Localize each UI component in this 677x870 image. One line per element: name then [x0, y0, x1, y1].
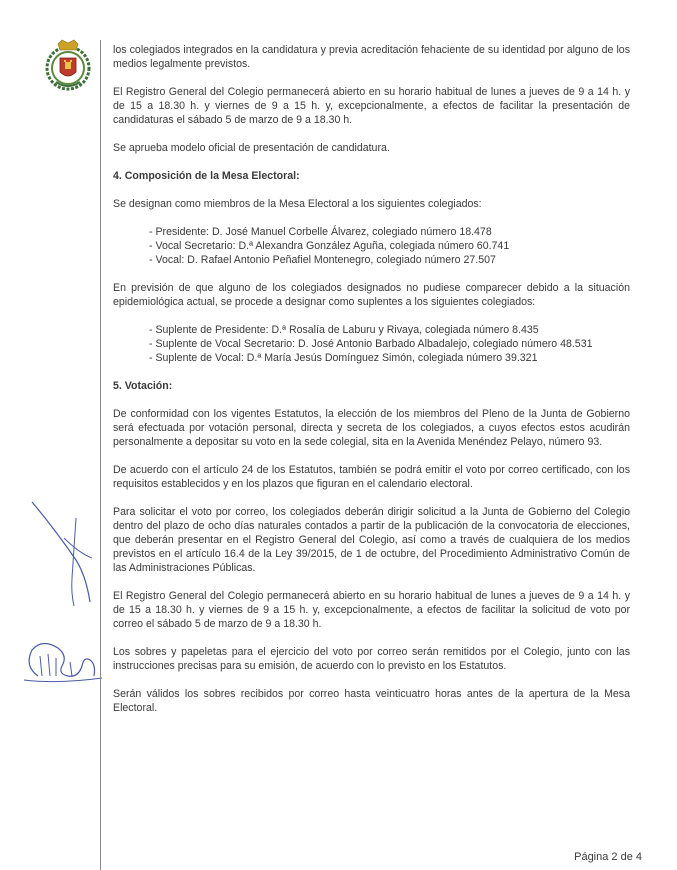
paragraph: El Registro General del Colegio permanecerá abierto en su horario habitual de lunes a jueves de 9 a 14 h. y de 15 a 18.30 h. y viernes de 9 a 15 h. y, excepcionalmente, a efectos de facilitar la presentación de candidaturas el sábado 5 de marzo de 9 a 18.30 h.	[113, 86, 630, 126]
handwritten-signature	[24, 498, 94, 608]
paragraph: En previsión de que alguno de los colegiados designados no pudiese comparecer debido a la situación epidemiológica actual, se procede a designar como suplentes a los siguientes colegiados:	[113, 282, 630, 308]
document-body	[113, 43, 630, 729]
paragraph: Se designan como miembros de la Mesa Electoral a los siguientes colegiados:	[113, 198, 482, 210]
list-item: - Suplente de Presidente: D.ª Rosalía de Laburu y Rivaya, colegiada número 8.435	[149, 324, 539, 336]
coat-of-arms-seal-icon	[44, 38, 92, 92]
paragraph: Se aprueba modelo oficial de presentación de candidatura.	[113, 142, 390, 154]
paragraph: El Registro General del Colegio permanecerá abierto en su horario habitual de lunes a jueves de 9 a 14 h. y de 15 a 18.30 h. y viernes de 9 a 15 h. y, excepcionalmente, a efectos de facilitar la solicitud de voto por correo el sábado 5 de marzo de 9 a 18.30 h.	[113, 590, 630, 630]
paragraph: Para solicitar el voto por correo, los colegiados deberán dirigir solicitud a la Junta de Gobierno del Colegio dentro del plazo de ocho días naturales contados a partir de la publicación de la convocatoria de elecciones, que deberán presentar en el Registro General del Colegio, así como a través de cualquiera de los medios previstos en el artículo 16.4 de la Ley 39/2015, de 1 de octubre, del Procedimiento Administrativo Común de las Administraciones Públicas.	[113, 506, 630, 574]
list-item: - Vocal Secretario: D.ª Alexandra González Aguña, colegiada número 60.741	[149, 240, 510, 252]
handwritten-initials	[18, 636, 104, 684]
list-item: - Suplente de Vocal Secretario: D. José Antonio Barbado Albadalejo, colegiado número 48.531	[149, 338, 593, 350]
paragraph: Serán válidos los sobres recibidos por correo hasta veinticuatro horas antes de la apertura de la Mesa Electoral.	[113, 688, 630, 714]
paragraph: Los sobres y papeletas para el ejercicio del voto por correo serán remitidos por el Colegio, junto con las instrucciones precisas para su emisión, de acuerdo con lo previsto en los Estatutos.	[113, 646, 630, 672]
substitutes-list	[149, 323, 630, 365]
paragraph: De acuerdo con el artículo 24 de los Estatutos, también se podrá emitir el voto por correo certificado, con los requisitos establecidos y en los plazos que figuran en el calendario electoral.	[113, 464, 630, 490]
members-list	[149, 225, 630, 267]
paragraph: De conformidad con los vigentes Estatutos, la elección de los miembros del Pleno de la Junta de Gobierno será efectuada por votación personal, directa y secreta de los colegiados, a cuyos efectos estos acudirán personalmente a depositar su voto en la sede colegial, sita en la Avenida Menéndez Pelayo, número 93.	[113, 408, 630, 448]
page-number: Página 2 de 4	[574, 851, 642, 863]
section-heading: 4. Composición de la Mesa Electoral:	[113, 170, 300, 182]
margin-line	[100, 40, 101, 870]
list-item: - Presidente: D. José Manuel Corbelle Álvarez, colegiado número 18.478	[149, 226, 492, 238]
list-item: - Vocal: D. Rafael Antonio Peñafiel Montenegro, colegiado número 27.507	[149, 254, 496, 266]
section-heading: 5. Votación:	[113, 380, 173, 392]
list-item: - Suplente de Vocal: D.ª María Jesús Domínguez Simón, colegiada número 39.321	[149, 352, 538, 364]
paragraph: los colegiados integrados en la candidatura y previa acreditación fehaciente de su identidad por alguno de los medios legalmente previstos.	[113, 44, 630, 70]
